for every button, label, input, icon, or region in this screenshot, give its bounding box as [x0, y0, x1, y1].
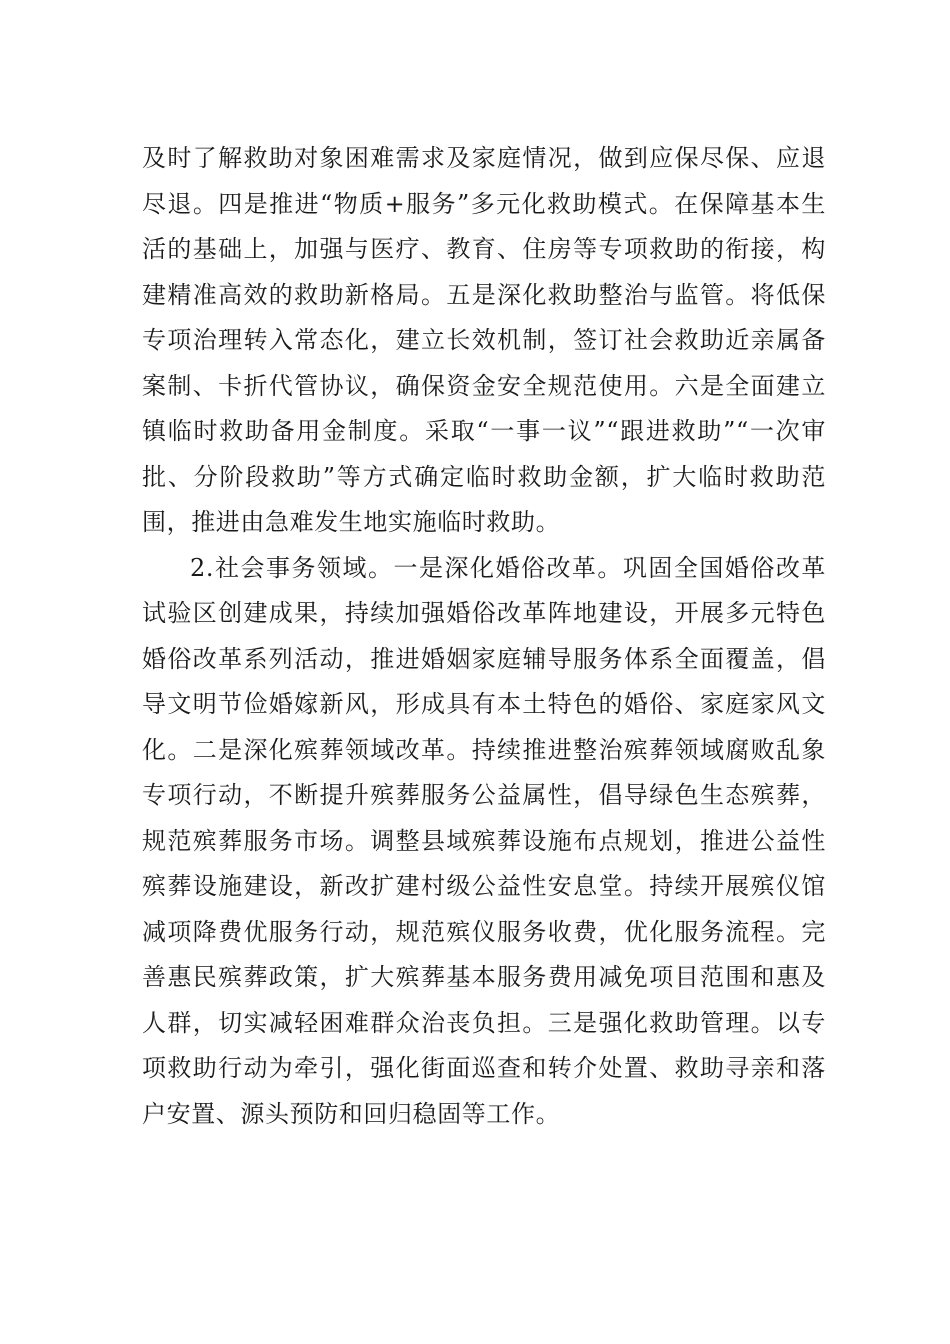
paragraph-continuation: 及时了解救助对象困难需求及家庭情况，做到应保尽保、应退尽退。四是推进“物质+服务”多元化救助模式。在保障基本生活的基础上，加强与医疗、教育、住房等专项救助的衔接，构建精准高效的救助新格局。五是深化救助整治与监管。将低保专项治理转入常态化，建立长效机制，签订社会救助近亲属备案制、卡折代管协议，确保资金安全规范使用。六是全面建立镇临时救助备用金制度。采取“一事一议”“跟进救助”“一次审批、分阶段救助”等方式确定临时救助金额，扩大临时救助范围，推进由急难发生地实施临时救助。 [142, 144, 826, 536]
paragraph-social-affairs: 2.社会事务领域。一是深化婚俗改革。巩固全国婚俗改革试验区创建成果，持续加强婚俗改革阵地建设，开展多元特色婚俗改革系列活动，推进婚姻家庭辅导服务体系全面覆盖，倡导文明节俭婚嫁新风，形成具有本土特色的婚俗、家庭家风文化。二是深化殡葬领域改革。持续推进整治殡葬领域腐败乱象专项行动，不断提升殡葬服务公益属性，倡导绿色生态殡葬，规范殡葬服务市场。调整县域殡葬设施布点规划，推进公益性殡葬设施建设，新改扩建村级公益性安息堂。持续开展殡仪馆减项降费优服务行动，规范殡仪服务收费，优化服务流程。完善惠民殡葬政策，扩大殡葬基本服务费用减免项目范围和惠及人群，切实减轻困难群众治丧负担。三是强化救助管理。以专项救助行动为牵引，强化街面巡查和转介处置、救助寻亲和落户安置、源头预防和回归稳固等工作。 [142, 553, 826, 1128]
document-body [142, 136, 826, 1137]
